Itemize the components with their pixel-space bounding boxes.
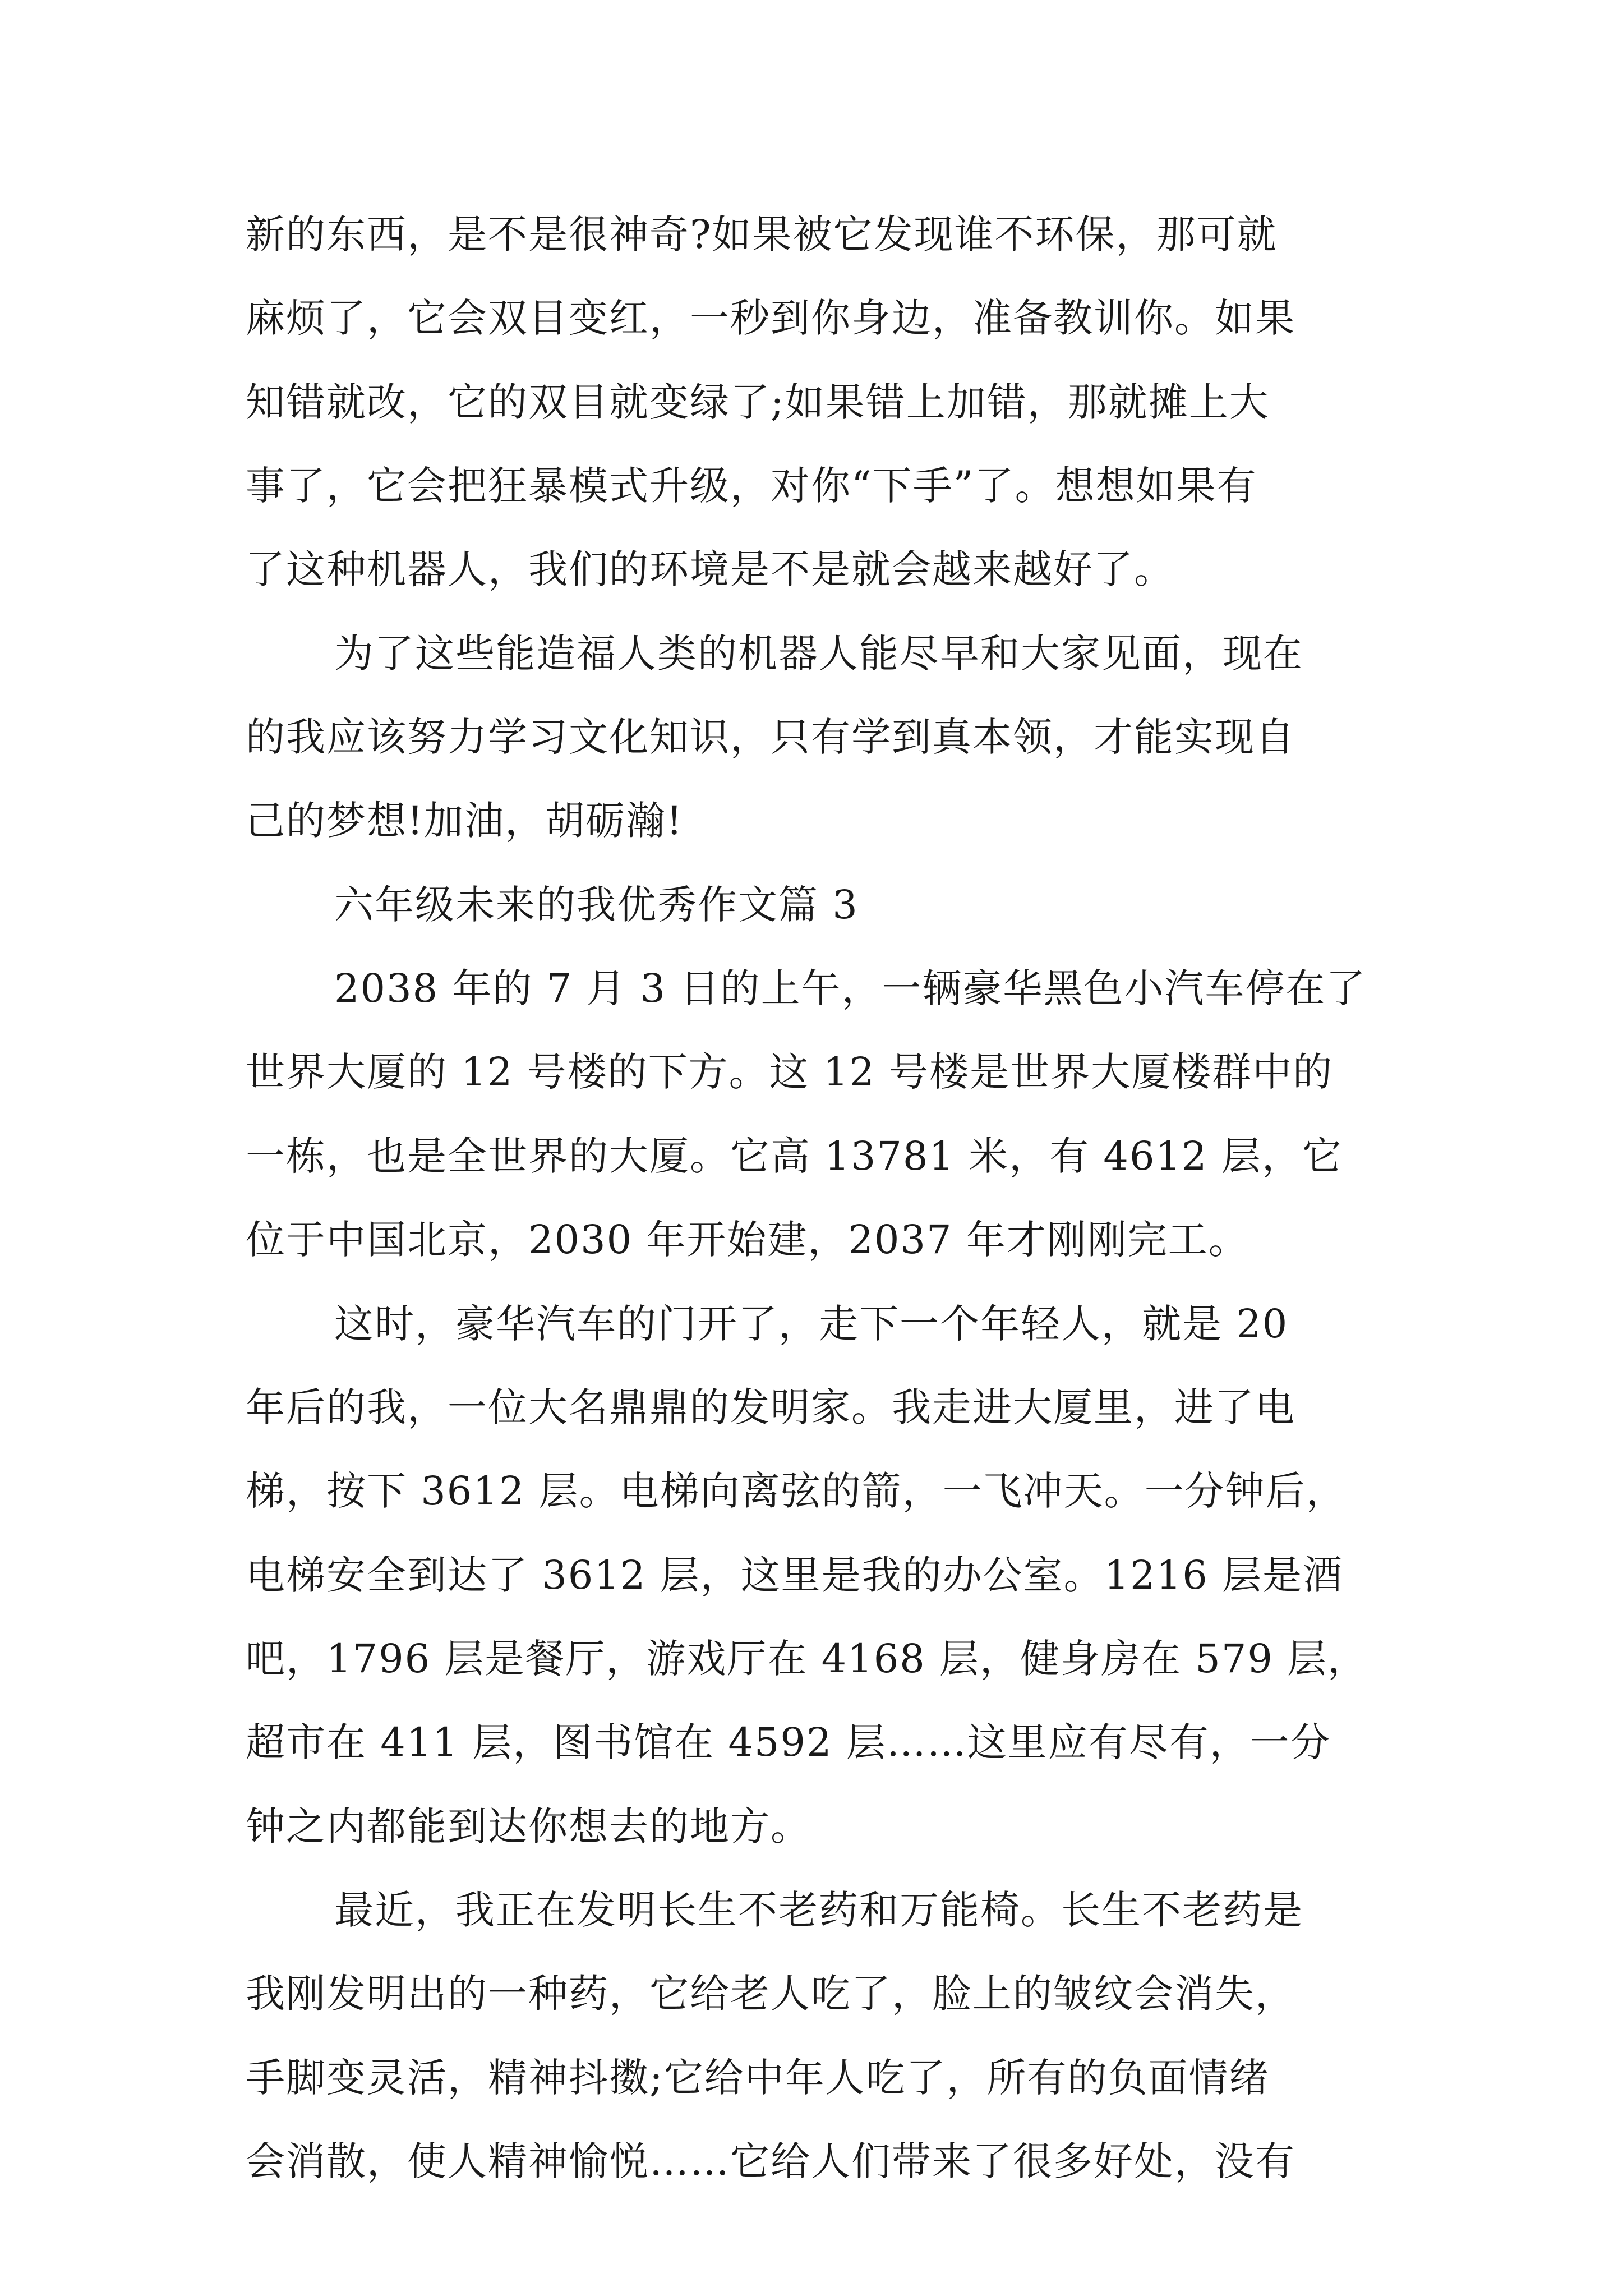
text-line: 手脚变灵活，精神抖擞;它给中年人吃了，所有的负面情绪 [246, 2055, 1270, 2101]
text-line: 麻烦了，它会双目变红，一秒到你身边，准备教训你。如果 [246, 295, 1295, 341]
text-line: 知错就改，它的双目就变绿了;如果错上加错，那就摊上大 [246, 379, 1270, 425]
section-heading: 六年级未来的我优秀作文篇 3 [334, 882, 859, 928]
text-line: 年后的我，一位大名鼎鼎的发明家。我走进大厦里，进了电 [246, 1384, 1295, 1430]
text-line: 吧，1796 层是餐厅，游戏厅在 4168 层，健身房在 579 层， [246, 1636, 1368, 1682]
text-line: 这时，豪华汽车的门开了，走下一个年轻人，就是 20 [334, 1301, 1289, 1347]
text-line: 我刚发明出的一种药，它给老人吃了，脸上的皱纹会消失， [246, 1971, 1295, 2017]
text-line: 钟之内都能到达你想去的地方。 [246, 1803, 811, 1849]
text-line: 的我应该努力学习文化知识，只有学到真本领，才能实现自 [246, 714, 1295, 760]
text-line: 最近，我正在发明长生不老药和万能椅。长生不老药是 [334, 1887, 1303, 1933]
text-line: 了这种机器人，我们的环境是不是就会越来越好了。 [246, 546, 1174, 592]
text-line: 一栋，也是全世界的大厦。它高 13781 米，有 4612 层，它 [246, 1133, 1343, 1179]
text-line: 为了这些能造福人类的机器人能尽早和大家见面，现在 [334, 631, 1303, 677]
text-line: 梯，按下 3612 层。电梯向离弦的箭，一飞冲天。一分钟后， [246, 1468, 1347, 1514]
text-line: 2038 年的 7 月 3 日的上午，一辆豪华黑色小汽车停在了 [334, 965, 1367, 1011]
text-line: 己的梦想!加油，胡砺瀚! [246, 798, 684, 844]
text-line: 新的东西，是不是很神奇?如果被它发现谁不环保，那可就 [246, 211, 1278, 257]
text-line: 电梯安全到达了 3612 层，这里是我的办公室。1216 层是酒 [246, 1552, 1344, 1598]
text-line: 位于中国北京，2030 年开始建，2037 年才刚刚完工。 [246, 1217, 1249, 1263]
text-line: 会消散，使人精神愉悦……它给人们带来了很多好处，没有 [246, 2138, 1295, 2184]
text-line: 事了，它会把狂暴模式升级，对你“下手”了。想想如果有 [246, 463, 1257, 509]
text-line: 世界大厦的 12 号楼的下方。这 12 号楼是世界大厦楼群中的 [246, 1049, 1334, 1095]
text-line: 超市在 411 层，图书馆在 4592 层……这里应有尽有，一分 [246, 1719, 1331, 1765]
